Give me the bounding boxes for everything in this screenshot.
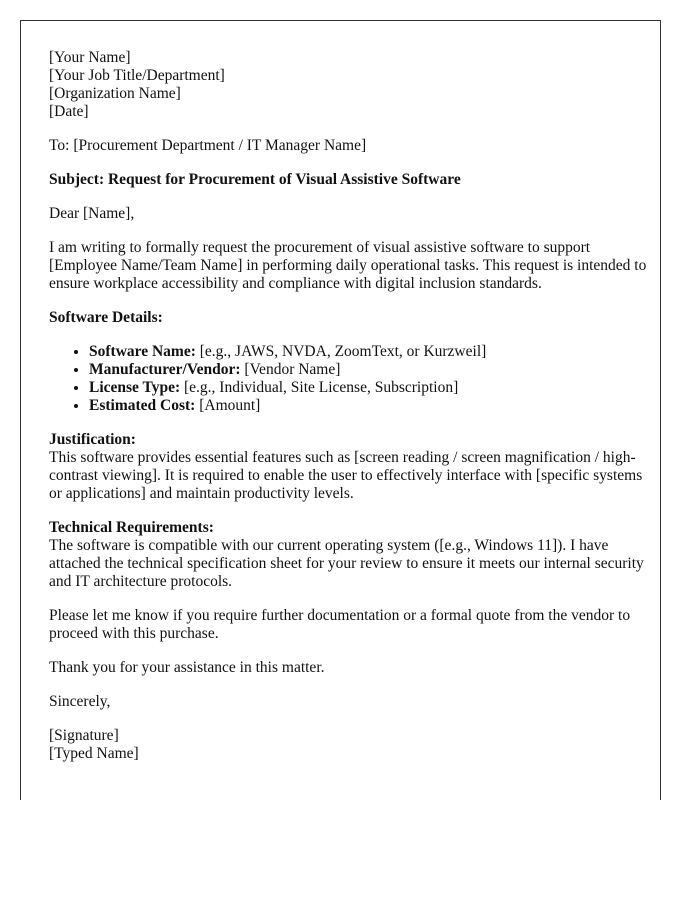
greeting: Dear [Name], — [49, 205, 135, 222]
detail-value: [Amount] — [195, 397, 261, 414]
list-item — [89, 343, 649, 361]
letter-date: [Date] — [49, 103, 89, 120]
subject-line: Subject: Request for Procurement of Visual Assistive Software — [49, 171, 461, 188]
intro-paragraph: I am writing to formally request the procurement of visual assistive software to support [Employee Name/Team Name] in performing daily operational tasks. This request is intended to ensure workplace accessibility and compliance with digital inclusion standards. — [49, 239, 647, 292]
recipient-line: To: [Procurement Department / IT Manager Name] — [49, 137, 367, 154]
software-details-list — [49, 343, 649, 415]
sender-name: [Your Name] — [49, 49, 131, 66]
software-details-heading: Software Details: — [49, 309, 163, 326]
sender-title: [Your Job Title/Department] — [49, 67, 225, 84]
detail-label: Manufacturer/Vendor: — [89, 361, 241, 378]
technical-heading: Technical Requirements: — [49, 519, 214, 536]
closing: Sincerely, — [49, 693, 111, 710]
justification-section — [49, 431, 649, 503]
justification-heading: Justification: — [49, 431, 136, 448]
letter-content — [49, 49, 649, 763]
technical-text: The software is compatible with our current operating system ([e.g., Windows 11]). I have attached the technical specification sheet for your review to ensure it meets our internal security and IT architecture protocols. — [49, 537, 644, 590]
list-item — [89, 397, 649, 415]
thanks-paragraph: Thank you for your assistance in this matter. — [49, 659, 325, 676]
list-item — [89, 361, 649, 379]
detail-label: License Type: — [89, 379, 181, 396]
list-item — [89, 379, 649, 397]
typed-name: [Typed Name] — [49, 745, 139, 762]
signature-block — [49, 727, 649, 763]
technical-section — [49, 519, 649, 591]
sender-organization: [Organization Name] — [49, 85, 181, 102]
detail-value: [Vendor Name] — [240, 361, 341, 378]
sender-block — [49, 49, 649, 121]
detail-label: Software Name: — [89, 343, 196, 360]
detail-value: [e.g., Individual, Site License, Subscription] — [180, 379, 459, 396]
detail-value: [e.g., JAWS, NVDA, ZoomText, or Kurzweil] — [195, 343, 487, 360]
followup-paragraph: Please let me know if you require further documentation or a formal quote from the vendor to proceed with this purchase. — [49, 607, 631, 642]
justification-text: This software provides essential features such as [screen reading / screen magnification / high-contrast viewing]. It is required to enable the user to effectively interface with [specific systems or applications] and maintain productivity levels. — [49, 449, 643, 502]
letter-page — [20, 20, 661, 800]
signature: [Signature] — [49, 727, 119, 744]
detail-label: Estimated Cost: — [89, 397, 196, 414]
